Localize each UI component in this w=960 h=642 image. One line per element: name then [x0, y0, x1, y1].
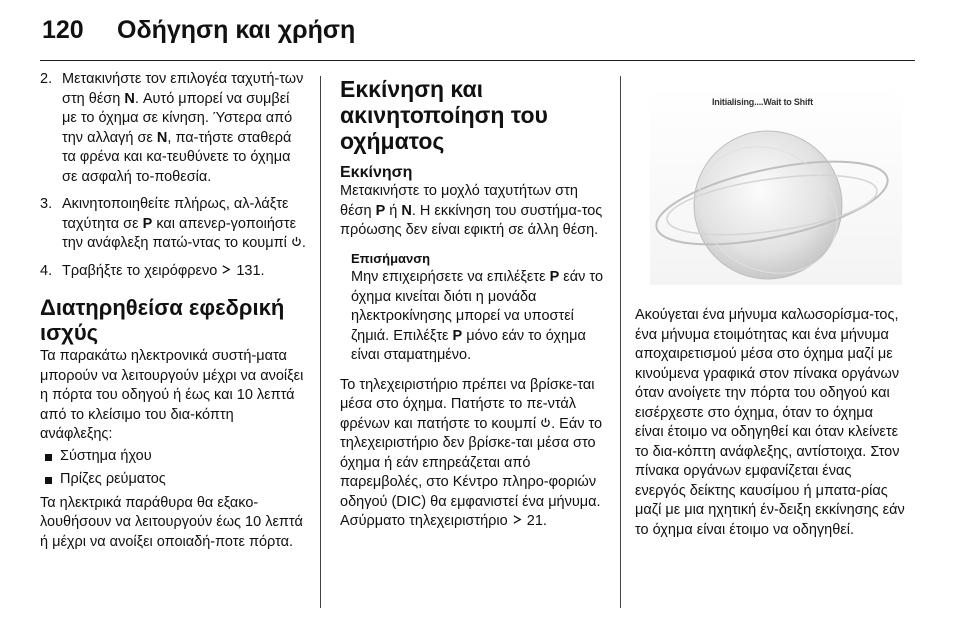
column-divider-2: [620, 76, 621, 608]
paragraph: Ακούγεται ένα μήνυμα καλωσορίσμα-τος, ένα μήνυμα ετοιμότητας και ένα μήνυμα αποχαιρετισμού μέσα στο όχημα μαζί με κινούμενα γραφικά στον πίνακα οργάνων όταν ανοίγετε την πόρτα του οδηγού και εισέρχεστε στο όχημα, όταν το όχημα είναι έτοιμο να οδηγηθεί και όταν κλείνετε το δια-κόπτη ανάφλεξης, αντίστοιχα. Στον πίνακα οργάνων εμφανίζεται ένας ενεργός δείκτης καυσίμου ή μπατα-ρίας μαζί με μια ηχητική έν-δειξη εκκίνησης εάν το όχημα είναι έτοιμο να οδηγηθεί.: [635, 307, 905, 538]
gear-letter: N: [156, 129, 168, 146]
power-icon: [540, 417, 551, 428]
paragraph-text: Μετακινήστε το μοχλό ταχυτήτων στη θέση: [340, 183, 578, 219]
paragraph: [340, 182, 605, 241]
gear-letter: P: [375, 202, 386, 219]
list-item-label: Πρίζες ρεύματος: [60, 471, 166, 487]
gear-letter: P: [549, 269, 560, 285]
step-4: [40, 262, 308, 282]
bullet-icon: [45, 454, 52, 461]
paragraph: Τα ηλεκτρικά παράθυρα θα εξακο-λουθήσουν να λειτουργούν έως 10 λεπτά ή μέχρι να ανοίξει οποιαδή-ποτε πόρτα.: [40, 494, 303, 550]
cluster-animation-illustration: [650, 85, 902, 285]
step-number: 4.: [40, 262, 53, 279]
step-text: Ακινητοποιηθείτε πλήρως, αλ-λάξτε ταχύτητα σε: [62, 196, 289, 232]
note-text: [351, 268, 605, 366]
paragraph-text: . Εάν το τηλεχειριστήριο δεν βρίσκε-ται μέσα στο όχημα ή εάν επηρεάζεται από παρεμβολές, στο Κέντρο πληρο-φοριών οδηγού (DIC) θα εμφανιστεί ένα μήνυμα.: [340, 415, 603, 510]
page-ref: 21.: [522, 513, 547, 529]
note-box: [340, 249, 605, 366]
note-text-part: μόνο εάν το όχημα είναι σταματημένο.: [351, 327, 586, 363]
note-text-part: εάν το όχημα κινείται διότι η μονάδα ηλεκτροκίνησης μπορεί να υποστεί ζημιά. Επιλέξτε: [351, 269, 604, 344]
step-number: 2.: [40, 71, 53, 87]
column-2: [340, 76, 605, 532]
step-text: Τραβήξτε το χειρόφρενο: [62, 262, 222, 279]
step-3: [40, 195, 308, 254]
gear-letter: P: [142, 215, 153, 232]
subheading-starting: Εκκίνηση: [340, 164, 413, 181]
step-number: 3.: [40, 196, 53, 212]
paragraph-text: Το τηλεχειριστήριο πρέπει να βρίσκε-ται μέσα στο όχημα. Πατήστε το πε-ντάλ φρένων και πατήστε το κουμπί: [340, 376, 595, 432]
list-item: [40, 447, 308, 467]
header-rule: [40, 60, 915, 61]
paragraph-text: ή: [385, 202, 402, 219]
column-1: [40, 70, 308, 552]
step-text: , πα-τήστε σταθερά τα φρένα και κα-τευθύνετε το όχημα σε ασφαλή το-ποθεσία.: [62, 129, 292, 185]
step-text: . Αυτό μπορεί να συμβεί με το όχημα σε κίνηση. Ύστερα από την αλλαγή σε: [62, 90, 293, 146]
arrow-ref-icon: [512, 514, 523, 525]
gear-letter: N: [124, 90, 135, 107]
section-heading-retained-power: Διατηρηθείσα εφεδρική ισχύς: [40, 295, 285, 345]
power-icon: [291, 236, 302, 247]
list-item: [40, 470, 308, 490]
step-text: Μετακινήστε τον επιλογέα ταχυτή-των στη θέση: [62, 71, 304, 107]
bullet-icon: [45, 477, 52, 484]
section-heading-starting: Εκκίνηση και ακινητοποίηση του οχήματος: [340, 76, 548, 154]
paragraph-text: Ασύρματο τηλεχειριστήριο: [340, 513, 512, 529]
paragraph: [340, 512, 605, 532]
page-header: [0, 0, 960, 56]
bullet-list: [40, 447, 308, 490]
note-text-part: Μην επιχειρήσετε να επιλέξετε: [351, 269, 550, 285]
paragraph: [340, 376, 605, 513]
page-title: Οδήγηση και χρήση: [117, 16, 356, 44]
note-title: Επισήμανση: [351, 250, 431, 266]
paragraph-text: . Η εκκίνηση του συστήμα-τος πρόωσης δεν είναι εφικτή σε άλλη θέση.: [340, 202, 603, 238]
column-3: [635, 306, 905, 540]
steps-list: [40, 70, 308, 281]
paragraph: Τα παρακάτω ηλεκτρονικά συστή-ματα μπορούν να λειτουργούν μέχρι να ανοίξει η πόρτα του οδηγού ή έως και 10 λεπτά από το κλείσιμο του δια-κόπτη ανάφλεξης:: [40, 348, 304, 442]
step-text: και απενερ-γοποιήστε την ανάφλεξη πατώ-ντας το κουμπί: [62, 215, 297, 251]
gear-letter: N: [401, 202, 412, 219]
page-number: 120: [42, 16, 84, 44]
step-text: .: [301, 235, 306, 251]
illustration-caption: Initialising....Wait to Shift: [712, 97, 813, 107]
step-2: [40, 70, 308, 187]
gear-letter: P: [452, 327, 463, 344]
list-item-label: Σύστημα ήχου: [60, 447, 152, 464]
page-ref: 131.: [232, 262, 265, 279]
arrow-ref-icon: [221, 264, 232, 275]
column-divider-1: [320, 76, 321, 608]
